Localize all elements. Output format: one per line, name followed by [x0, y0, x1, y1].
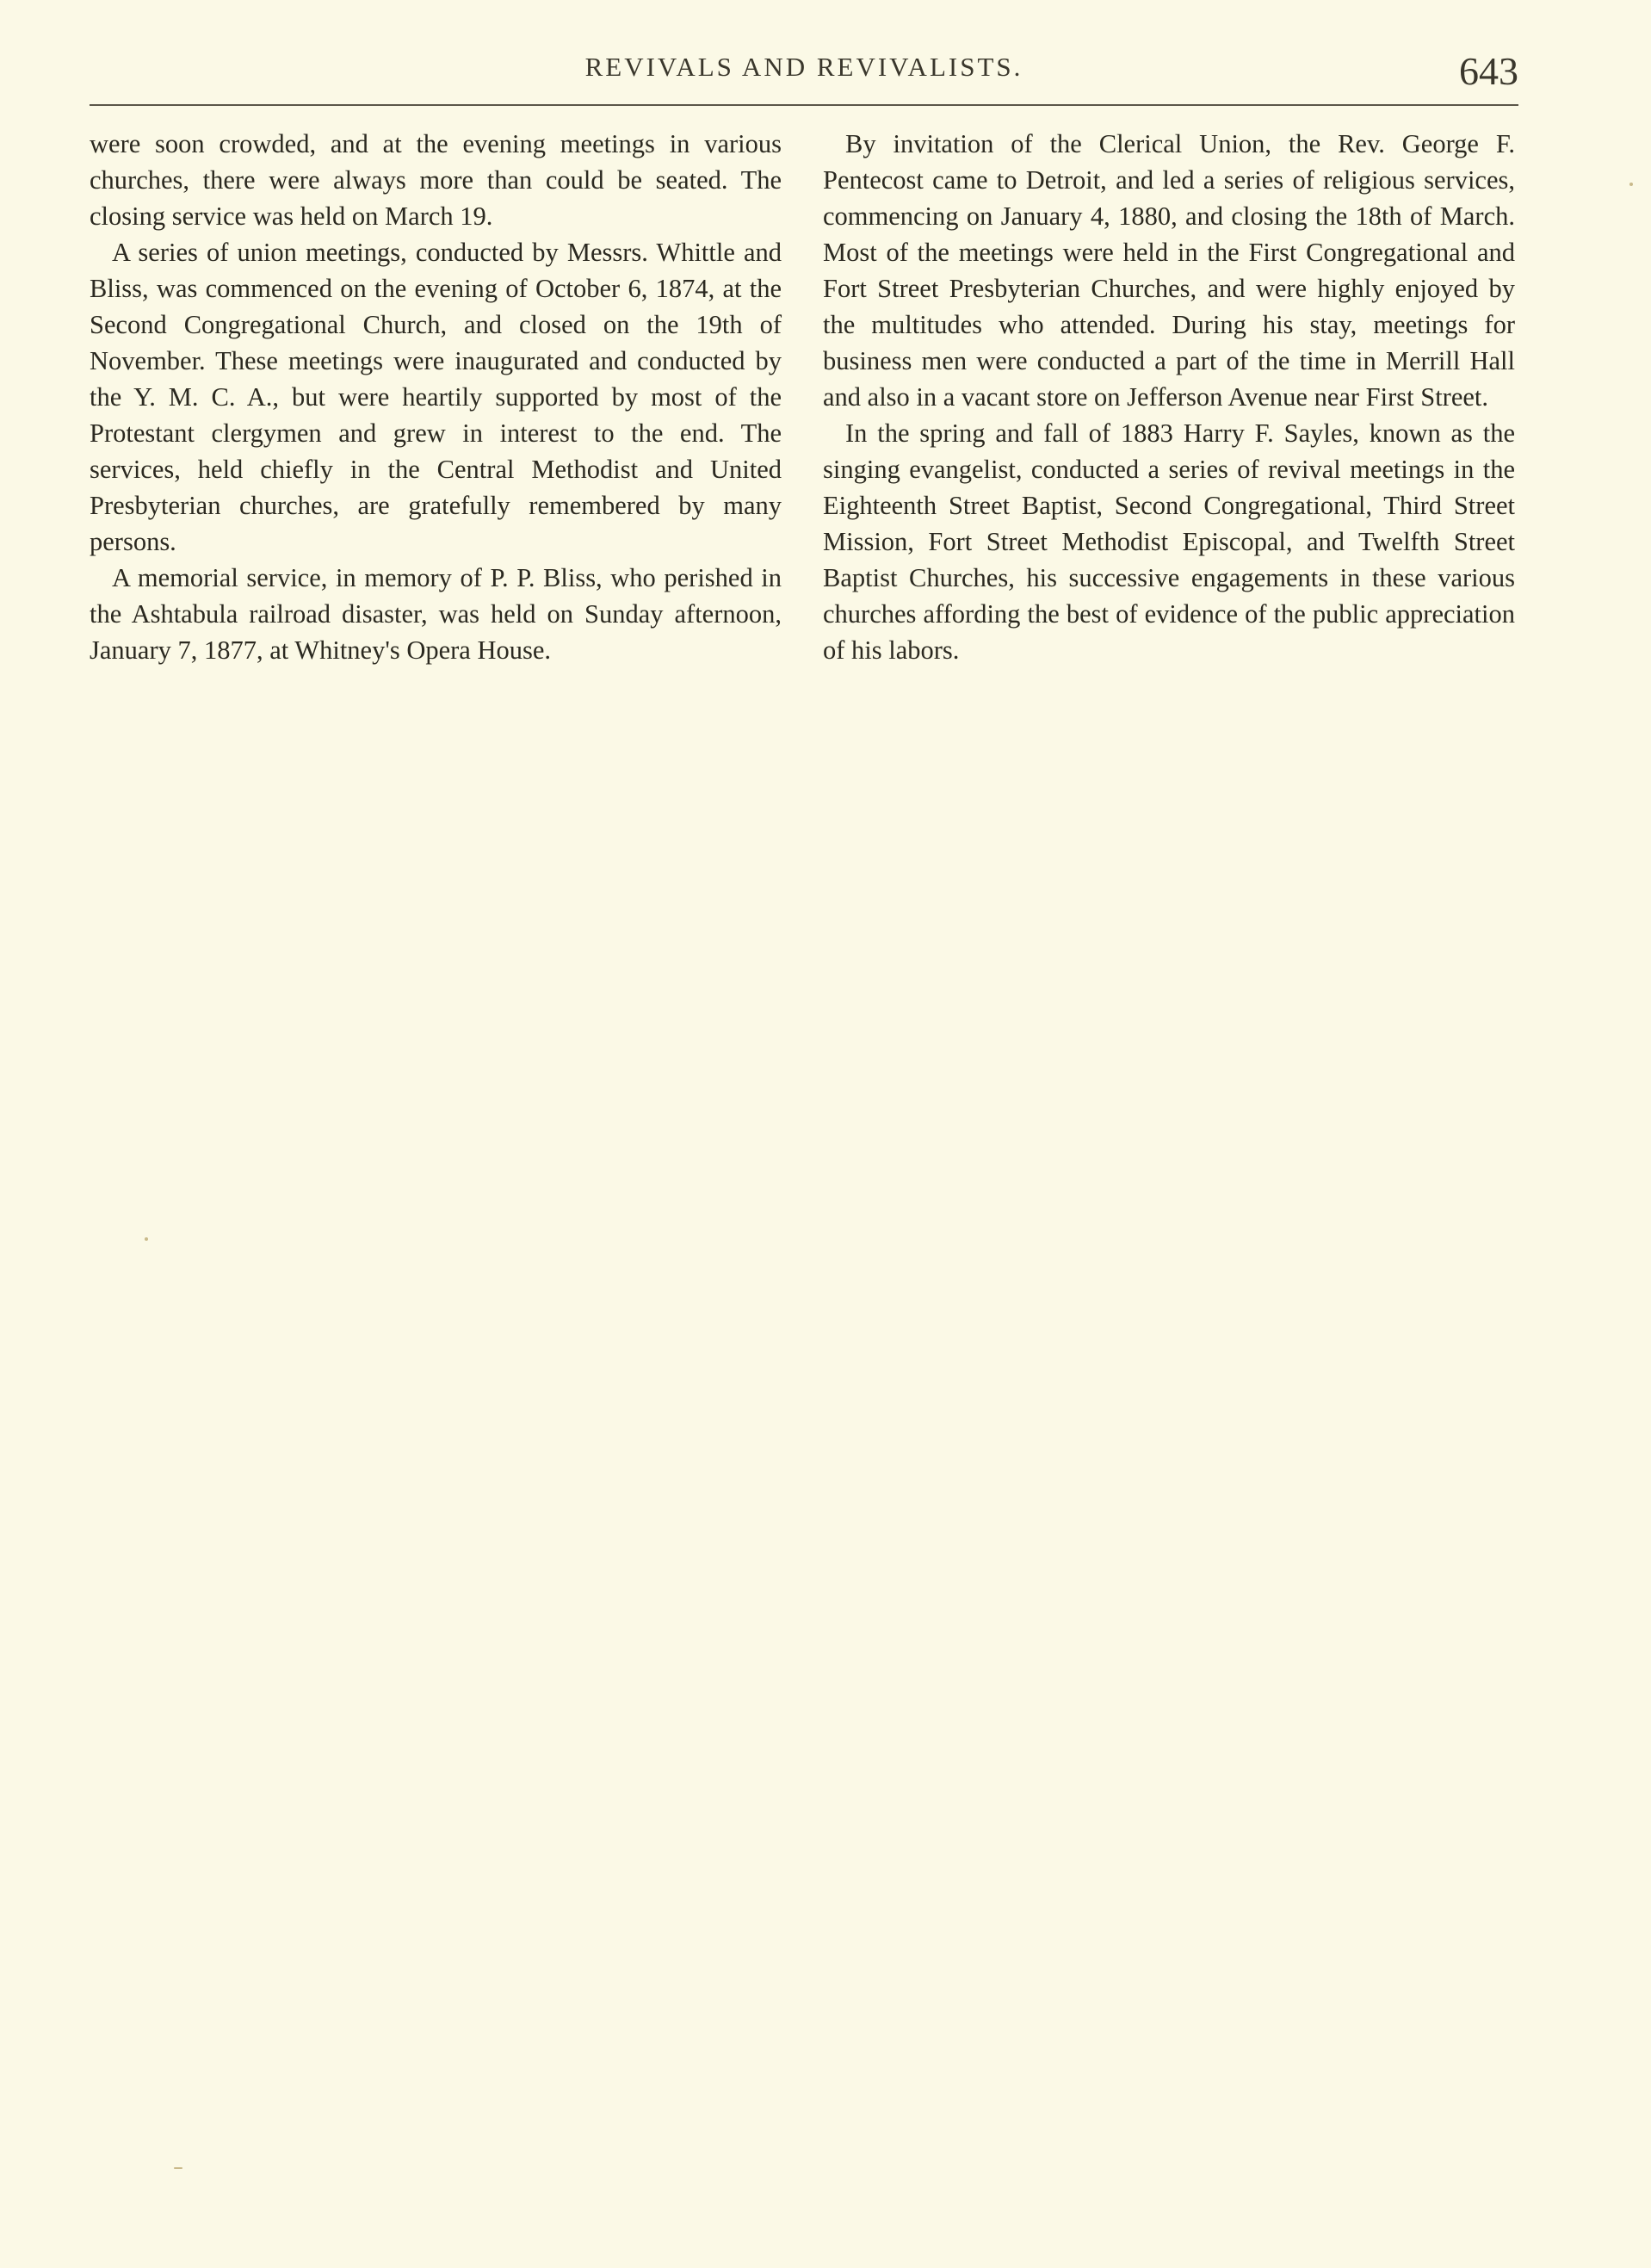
right-column	[823, 126, 1515, 668]
left-column	[90, 126, 782, 668]
paper-speck	[145, 1237, 148, 1241]
running-title: REVIVALS AND REVIVALISTS.	[584, 52, 1023, 82]
paragraph: were soon crowded, and at the evening meetings in various churches, there were always more than could be seated. The closing service was held on March 19.	[90, 129, 782, 231]
paragraph: By invitation of the Clerical Union, the Rev. George F. Pentecost came to Detroit, and led a series of religious services, commencing on January 4, 1880, and closing the 18th of March. Most of the meetings were held in the First Congregational and Fort Street Presbyterian Churches, and were highly enjoyed by the multitudes who attended. During his stay, meetings for business men were conducted a part of the time in Merrill Hall and also in a vacant store on Jefferson Avenue near First Street.	[823, 129, 1515, 412]
paragraph: A series of union meetings, conducted by Messrs. Whittle and Bliss, was commenced on the evening of October 6, 1874, at the Second Congregational Church, and closed on the 19th of November. These meetings were inaugurated and conducted by the Y. M. C. A., but were heartily supported by most of the Protestant clergymen and grew in interest to the end. The services, held chiefly in the Central Methodist and United Presbyterian churches, are gratefully remembered by many persons.	[90, 238, 782, 556]
header-rule	[90, 104, 1518, 106]
paper-speck	[174, 2167, 182, 2169]
paper-speck	[1629, 183, 1633, 186]
page-number: 643	[1459, 49, 1518, 93]
paragraph: A memorial service, in memory of P. P. Bliss, who perished in the Ashtabula railroad disaster, was held on Sunday afternoon, January 7, 1877, at Whitney's Opera House.	[90, 563, 782, 665]
paragraph: In the spring and fall of 1883 Harry F. Sayles, known as the singing evangelist, conducted a series of revival meetings in the Eighteenth Street Baptist, Second Congregational, Third Street Mission, Fort Street Methodist Episcopal, and Twelfth Street Baptist Churches, his successive engagements in these various churches affording the best of evidence of the public appreciation of his labors.	[823, 418, 1515, 665]
running-head	[90, 48, 1518, 100]
